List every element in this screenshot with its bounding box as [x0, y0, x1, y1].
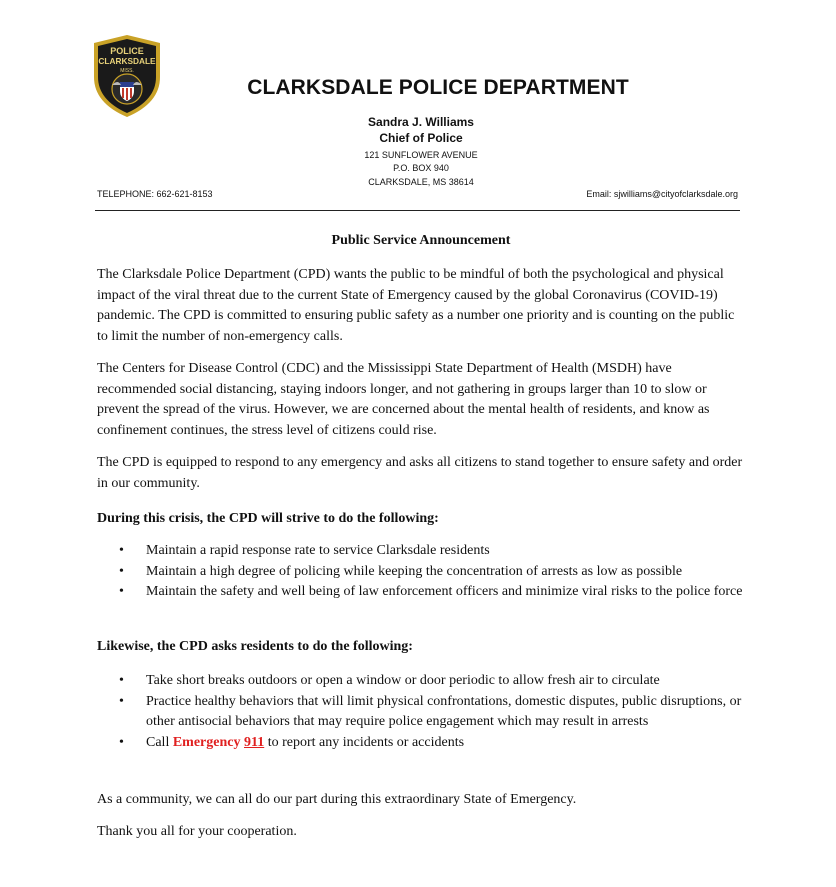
chief-title: Chief of Police	[379, 131, 463, 145]
bullet-icon: •	[119, 693, 124, 709]
closing-line: Thank you all for your cooperation.	[97, 824, 297, 839]
residents-actions-list	[97, 671, 745, 753]
emergency-911-callout: Emergency 911	[172, 734, 265, 750]
emergency-number: 911	[244, 734, 265, 750]
address-street: 121 SUNFLOWER AVENUE	[364, 150, 478, 160]
telephone: TELEPHONE: 662-621-8153	[97, 189, 213, 199]
paragraph-community: As a community, we can all do our part during this extraordinary State of Emergency.	[97, 792, 577, 807]
list-item: • Take short breaks outdoors or open a window or door periodic to allow fresh air to circulate	[97, 671, 745, 692]
paragraph-readiness: The CPD is equipped to respond to any emergency and asks all citizens to stand together to ensure safety and order in our community.	[97, 455, 743, 491]
list-item: • Practice healthy behaviors that will limit physical confrontations, domestic disputes, public disruptions, or other antisocial behaviors that may require police engagement which may result in arrests	[119, 693, 742, 729]
svg-text:MISS.: MISS.	[120, 68, 134, 74]
svg-text:POLICE: POLICE	[110, 46, 144, 56]
svg-text:CLARKSDALE: CLARKSDALE	[98, 56, 156, 66]
list-item: • Maintain the safety and well being of law enforcement officers and minimize viral risks to the police force	[97, 582, 745, 603]
email: Email: sjwilliams@cityofclarksdale.org	[586, 189, 738, 199]
bullet-icon: •	[119, 584, 124, 599]
address-po-box: P.O. BOX 940	[393, 163, 449, 173]
residents-actions-heading: Likewise, the CPD asks residents to do the following:	[97, 639, 413, 654]
bullet-icon: •	[119, 543, 124, 558]
chief-name: Sandra J. Williams	[368, 115, 474, 129]
header-divider	[95, 210, 740, 211]
cpd-actions-heading: During this crisis, the CPD will strive to do the following:	[97, 511, 439, 526]
list-item-call-911: • Call Emergency 911 to report any incidents or accidents	[97, 733, 745, 754]
address-city: CLARKSDALE, MS 38614	[368, 177, 474, 187]
paragraph-intro: The Clarksdale Police Department (CPD) wants the public to be mindful of both the psychological and physical impact of the viral threat due to the current State of Emergency caused by the global Coronavirus (COVID-19) pandemic. The CPD is committed to ensuring public safety as a number one priority and is counting on the public to limit the number of non-emergency calls.	[97, 267, 735, 344]
bullet-icon: •	[119, 673, 124, 688]
list-item: • Maintain a high degree of policing while keeping the concentration of arrests as low as possible	[97, 562, 745, 583]
announcement-heading: Public Service Announcement	[331, 233, 511, 248]
bullet-icon: •	[119, 563, 124, 579]
list-item: • Maintain a rapid response rate to service Clarksdale residents	[97, 541, 745, 562]
paragraph-cdc: The Centers for Disease Control (CDC) and the Mississippi State Department of Health (MSDH) have recommended social distancing, staying indoors longer, and not gathering in groups larger than 10 to slow or prevent the spread of the virus. However, we are concerned about the mental health of residents, and know as confinement continues, the stress level of citizens could rise.	[97, 361, 710, 438]
bullet-icon: •	[119, 734, 124, 750]
department-title: CLARKSDALE POLICE DEPARTMENT	[247, 76, 629, 99]
cpd-actions-list	[97, 541, 745, 603]
